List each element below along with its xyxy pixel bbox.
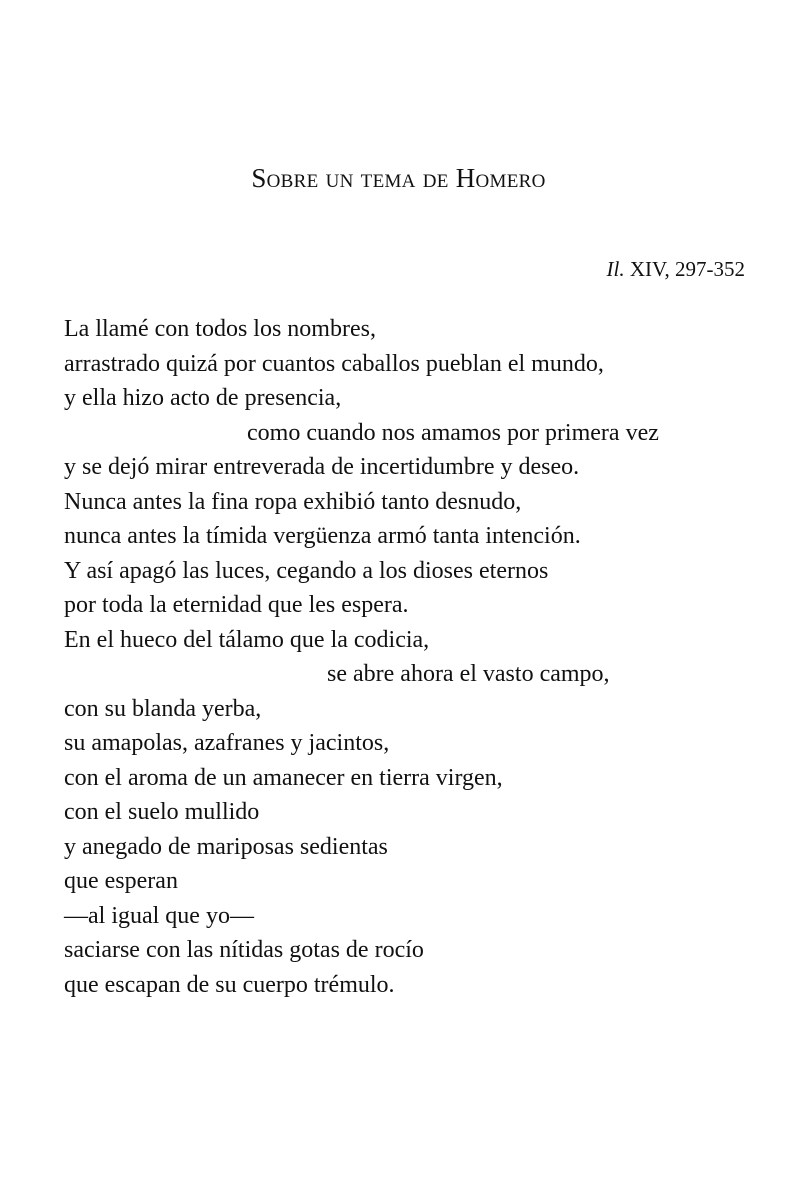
poem-line: que escapan de su cuerpo trémulo. xyxy=(64,971,395,998)
poem-line: La llamé con todos los nombres, xyxy=(64,316,376,342)
poem-line-indented: como cuando nos amamos por primera vez xyxy=(247,419,659,446)
poem-line: con el suelo mullido xyxy=(64,799,260,825)
poem-line: y ella hizo acto de presencia, xyxy=(64,385,342,411)
poem-line: arrastrado quizá por cuantos caballos pueblan el mundo, xyxy=(64,350,604,377)
epigraph-citation xyxy=(607,254,745,284)
poem-line: Y así apagó las luces, cegando a los dioses eternos xyxy=(64,557,549,584)
poem-line: y se dejó mirar entreverada de incertidumbre y deseo. xyxy=(64,454,580,480)
poem-line: En el hueco del tálamo que la codicia, xyxy=(64,626,430,653)
poem-line: que esperan xyxy=(64,868,178,894)
poem-line: nunca antes la tímida vergüenza armó tanta intención. xyxy=(64,523,581,549)
poem-line: con su blanda yerba, xyxy=(64,695,262,722)
poem-line: y anegado de mariposas sedientas xyxy=(64,833,388,860)
poem-line: Nunca antes la fina ropa exhibió tanto desnudo, xyxy=(64,488,522,515)
poem-body xyxy=(64,312,764,1002)
poem-line: saciarse con las nítidas gotas de rocío xyxy=(64,937,424,963)
epigraph-abbreviation: Il. xyxy=(606,257,625,281)
poem-line-indented: se abre ahora el vasto campo, xyxy=(327,661,610,687)
poem-line: su amapolas, azafranes y jacintos, xyxy=(64,730,390,756)
poem-line: por toda la eternidad que les espera. xyxy=(64,592,409,618)
poem-line: con el aroma de un amanecer en tierra virgen, xyxy=(64,764,503,791)
poem-title: Sobre un tema de Homero xyxy=(251,163,546,193)
epigraph-reference: XIV, 297-352 xyxy=(624,257,745,281)
poem-line: —al igual que yo— xyxy=(64,902,254,929)
